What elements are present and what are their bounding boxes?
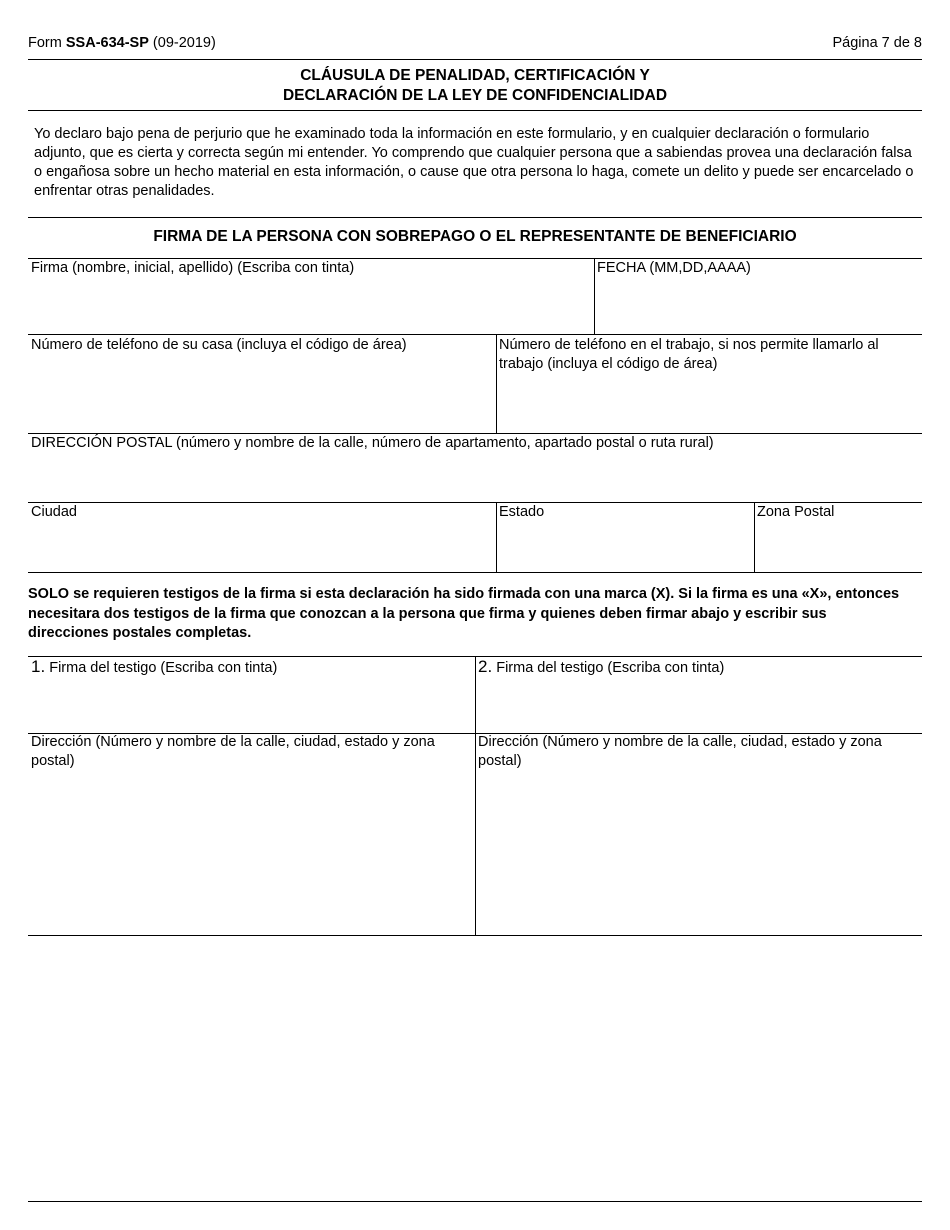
form-prefix: Form (28, 35, 62, 51)
state-column-divider (496, 502, 497, 572)
header-divider (28, 59, 922, 60)
footer-divider (28, 1201, 922, 1202)
row-1-divider (28, 334, 922, 335)
declaration-divider (28, 217, 922, 218)
date-column-divider (594, 258, 595, 334)
signature-table-bottom (28, 572, 922, 573)
witness-2-number: 2. (478, 657, 493, 676)
mailing-address-field[interactable]: DIRECCIÓN POSTAL (número y nombre de la calle, número de apartamento, apartado postal o ruta rural) (31, 435, 714, 451)
declaration-text: Yo declaro bajo pena de perjurio que he examinado toda la información en este formulario, y en cualquier declaración o formulario adjunto, que es cierta y correcta según mi entender. Yo comprendo que cualquier persona que a sabiendas provea una declaración falsa o engañosa sobre un hecho material en esta información, o cause que otra persona lo haga, comete un delito y puede ser encarcelado o enfrentar otras penalidades. (34, 126, 914, 199)
home-phone-field[interactable]: Número de teléfono de su casa (incluya el código de área) (31, 337, 407, 353)
work-phone-field[interactable]: Número de teléfono en el trabajo, si nos permite llamarlo al trabajo (incluya el código de área) (499, 337, 879, 372)
zip-field[interactable]: Zona Postal (757, 504, 835, 520)
state-field[interactable]: Estado (499, 504, 545, 520)
witness-1-number: 1. (31, 657, 46, 676)
zip-column-divider (754, 502, 755, 572)
page-number: Página 7 de 8 (832, 35, 922, 51)
title-line-1: CLÁUSULA DE PENALIDAD, CERTIFICACIÓN Y (300, 67, 650, 84)
phone-column-divider (496, 334, 497, 433)
title-line-2: DECLARACIÓN DE LA LEY DE CONFIDENCIALIDAD (282, 87, 668, 104)
city-field[interactable]: Ciudad (31, 504, 77, 520)
signature-field[interactable]: Firma (nombre, inicial, apellido) (Escriba con tinta) (31, 260, 355, 276)
witness-column-divider (475, 656, 476, 935)
title-divider (28, 110, 922, 111)
page-title (28, 66, 922, 106)
form-date: (09-2019) (152, 35, 216, 51)
witness-table-bottom (28, 935, 922, 936)
date-field[interactable]: FECHA (MM,DD,AAAA) (597, 260, 751, 276)
witness-note: SOLO se requieren testigos de la firma si esta declaración ha sido firmada con una marca (X). Si la firma es una «X», entonces necesitara dos testigos de la firma que conozcan a la persona que firma y quienes deben firmar abajo y escribir sus direcciones postales completas. (28, 586, 900, 641)
form-number: SSA-634-SP (65, 35, 149, 51)
witness-1-signature-label: Firma del testigo (Escriba con tinta) (49, 660, 278, 676)
witness-2-signature-label: Firma del testigo (Escriba con tinta) (496, 660, 725, 676)
witness-1-address-field[interactable]: Dirección (Número y nombre de la calle, ciudad, estado y zona postal) (31, 734, 435, 769)
signature-section-heading: FIRMA DE LA PERSONA CON SOBREPAGO O EL REPRESENTANTE DE BENEFICIARIO (153, 228, 797, 245)
form-page (28, 0, 922, 1230)
form-id (28, 34, 216, 53)
witness-1-signature-field[interactable] (31, 657, 471, 678)
witness-2-address-field[interactable]: Dirección (Número y nombre de la calle, ciudad, estado y zona postal) (478, 734, 882, 769)
witness-2-signature-field[interactable] (478, 657, 918, 678)
